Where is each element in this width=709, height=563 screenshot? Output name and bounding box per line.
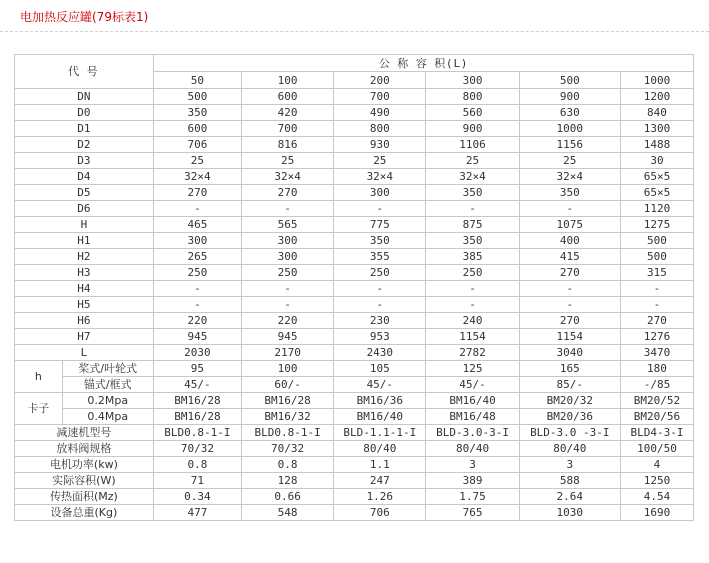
clamp-group-label: 卡子 (15, 393, 63, 425)
value-cell: 350 (153, 105, 241, 121)
table-row (15, 121, 694, 137)
table-row (15, 105, 694, 121)
value-cell: 220 (241, 313, 333, 329)
value-cell: 80/40 (426, 441, 519, 457)
value-cell: - (620, 281, 693, 297)
value-cell: 1106 (426, 137, 519, 153)
row-label: 传热面积(Mz) (15, 489, 154, 505)
value-cell: 71 (153, 473, 241, 489)
value-cell: BM20/36 (519, 409, 620, 425)
title-divider (0, 31, 709, 32)
value-cell: 32×4 (334, 169, 426, 185)
table-row (15, 489, 694, 505)
table-row (15, 89, 694, 105)
value-cell: 240 (426, 313, 519, 329)
value-cell: 1275 (620, 217, 693, 233)
value-cell: 180 (620, 361, 693, 377)
value-cell: 250 (334, 265, 426, 281)
value-cell: 25 (153, 153, 241, 169)
value-cell: 247 (334, 473, 426, 489)
value-cell: 560 (426, 105, 519, 121)
table-row (15, 457, 694, 473)
value-cell: 45/- (153, 377, 241, 393)
table-row (15, 313, 694, 329)
row-label: 设备总重(Kg) (15, 505, 154, 521)
value-cell: 105 (334, 361, 426, 377)
value-cell: 125 (426, 361, 519, 377)
value-cell: 945 (153, 329, 241, 345)
value-cell: 588 (519, 473, 620, 489)
value-cell: 700 (334, 89, 426, 105)
value-cell: 385 (426, 249, 519, 265)
spec-table-body (15, 55, 694, 521)
value-cell: 565 (241, 217, 333, 233)
value-cell: BM16/40 (334, 409, 426, 425)
value-cell: 1.26 (334, 489, 426, 505)
value-cell: 875 (426, 217, 519, 233)
value-cell: 1276 (620, 329, 693, 345)
value-cell: 250 (153, 265, 241, 281)
table-row (15, 201, 694, 217)
value-cell: 265 (153, 249, 241, 265)
value-cell: 230 (334, 313, 426, 329)
value-cell: 945 (241, 329, 333, 345)
row-label: D2 (15, 137, 154, 153)
value-cell: - (426, 297, 519, 313)
value-cell: BM20/52 (620, 393, 693, 409)
table-row (15, 473, 694, 489)
row-label: D1 (15, 121, 154, 137)
value-cell: 1300 (620, 121, 693, 137)
row-label: H4 (15, 281, 154, 297)
value-cell: 800 (426, 89, 519, 105)
value-cell: 0.8 (241, 457, 333, 473)
value-cell: 60/- (241, 377, 333, 393)
value-cell: BM20/32 (519, 393, 620, 409)
value-cell: 70/32 (241, 441, 333, 457)
value-cell: 220 (153, 313, 241, 329)
value-cell: 250 (426, 265, 519, 281)
value-cell: 420 (241, 105, 333, 121)
value-cell: 0.8 (153, 457, 241, 473)
value-cell: 840 (620, 105, 693, 121)
value-cell: - (334, 297, 426, 313)
value-cell: BM16/40 (426, 393, 519, 409)
value-cell: 4.54 (620, 489, 693, 505)
value-cell: 1075 (519, 217, 620, 233)
table-row (15, 393, 694, 409)
row-label: 减速机型号 (15, 425, 154, 441)
value-cell: 600 (153, 121, 241, 137)
table-row (15, 361, 694, 377)
table-row (15, 345, 694, 361)
value-cell: 350 (426, 233, 519, 249)
value-cell: 25 (426, 153, 519, 169)
value-cell: BM16/28 (241, 393, 333, 409)
value-cell: 2170 (241, 345, 333, 361)
value-cell: 350 (426, 185, 519, 201)
value-cell: BM16/36 (334, 393, 426, 409)
value-cell: BM16/48 (426, 409, 519, 425)
row-label: H7 (15, 329, 154, 345)
value-cell: 415 (519, 249, 620, 265)
value-cell: - (153, 297, 241, 313)
value-cell: - (426, 201, 519, 217)
value-cell: 80/40 (519, 441, 620, 457)
value-cell: 900 (426, 121, 519, 137)
value-cell: 270 (241, 185, 333, 201)
row-label: 0.4Mpa (62, 409, 153, 425)
value-cell: 400 (519, 233, 620, 249)
volume-header: 公 称 容 积(L) (153, 55, 693, 72)
value-cell: 300 (153, 233, 241, 249)
value-cell: BM16/28 (153, 393, 241, 409)
table-row (15, 409, 694, 425)
value-cell: 65×5 (620, 185, 693, 201)
row-label: L (15, 345, 154, 361)
value-cell: - (519, 281, 620, 297)
table-row (15, 233, 694, 249)
value-cell: - (519, 201, 620, 217)
table-row (15, 137, 694, 153)
value-cell: 270 (620, 313, 693, 329)
value-cell: 816 (241, 137, 333, 153)
value-cell: 1250 (620, 473, 693, 489)
value-cell: 500 (620, 249, 693, 265)
row-label: 0.2Mpa (62, 393, 153, 409)
value-cell: BM16/32 (241, 409, 333, 425)
row-label: H1 (15, 233, 154, 249)
value-cell: - (620, 297, 693, 313)
value-cell: 300 (241, 249, 333, 265)
value-cell: 350 (334, 233, 426, 249)
value-cell: 765 (426, 505, 519, 521)
value-cell: 900 (519, 89, 620, 105)
value-cell: BLD-1.1-1-I (334, 425, 426, 441)
value-cell: 1200 (620, 89, 693, 105)
value-cell: 1.75 (426, 489, 519, 505)
value-cell: 500 (620, 233, 693, 249)
value-cell: 25 (241, 153, 333, 169)
value-cell: 490 (334, 105, 426, 121)
value-cell: 600 (241, 89, 333, 105)
value-cell: 65×5 (620, 169, 693, 185)
value-cell: 128 (241, 473, 333, 489)
table-row (15, 425, 694, 441)
volume-cell: 50 (153, 72, 241, 89)
value-cell: BM16/28 (153, 409, 241, 425)
value-cell: - (241, 297, 333, 313)
value-cell: - (241, 201, 333, 217)
value-cell: 350 (519, 185, 620, 201)
value-cell: 270 (519, 265, 620, 281)
value-cell: 2030 (153, 345, 241, 361)
row-label: DN (15, 89, 154, 105)
value-cell: - (426, 281, 519, 297)
table-row (15, 249, 694, 265)
table-row (15, 169, 694, 185)
value-cell: 3 (519, 457, 620, 473)
page-title: 电加热反应罐(79标表1) (20, 10, 149, 24)
table-row (15, 505, 694, 521)
row-label: D3 (15, 153, 154, 169)
value-cell: 1156 (519, 137, 620, 153)
code-header: 代 号 (15, 55, 154, 89)
header-row (15, 55, 694, 72)
value-cell: 250 (241, 265, 333, 281)
row-label: H2 (15, 249, 154, 265)
value-cell: 775 (334, 217, 426, 233)
value-cell: 300 (334, 185, 426, 201)
value-cell: 0.34 (153, 489, 241, 505)
value-cell: 355 (334, 249, 426, 265)
volume-cell: 200 (334, 72, 426, 89)
value-cell: 4 (620, 457, 693, 473)
value-cell: BLD0.8-1-I (241, 425, 333, 441)
row-label: H5 (15, 297, 154, 313)
value-cell: 548 (241, 505, 333, 521)
value-cell: 706 (153, 137, 241, 153)
value-cell: 1000 (519, 121, 620, 137)
value-cell: 3040 (519, 345, 620, 361)
value-cell: 500 (153, 89, 241, 105)
value-cell: 80/40 (334, 441, 426, 457)
value-cell: 25 (334, 153, 426, 169)
value-cell: - (334, 201, 426, 217)
value-cell: 477 (153, 505, 241, 521)
value-cell: 953 (334, 329, 426, 345)
table-row (15, 441, 694, 457)
value-cell: 2782 (426, 345, 519, 361)
value-cell: - (334, 281, 426, 297)
row-label: D6 (15, 201, 154, 217)
table-row (15, 281, 694, 297)
value-cell: 700 (241, 121, 333, 137)
value-cell: 165 (519, 361, 620, 377)
row-label: D4 (15, 169, 154, 185)
value-cell: 465 (153, 217, 241, 233)
value-cell: 32×4 (519, 169, 620, 185)
value-cell: 1488 (620, 137, 693, 153)
table-row (15, 217, 694, 233)
row-label: H (15, 217, 154, 233)
value-cell: 930 (334, 137, 426, 153)
value-cell: 85/- (519, 377, 620, 393)
table-row (15, 377, 694, 393)
value-cell: - (241, 281, 333, 297)
value-cell: 70/32 (153, 441, 241, 457)
row-label: H6 (15, 313, 154, 329)
value-cell: 270 (153, 185, 241, 201)
value-cell: 706 (334, 505, 426, 521)
value-cell: 1030 (519, 505, 620, 521)
value-cell: 800 (334, 121, 426, 137)
value-cell: BLD0.8-1-I (153, 425, 241, 441)
h-group-label: h (15, 361, 63, 393)
volume-cell: 300 (426, 72, 519, 89)
value-cell: 25 (519, 153, 620, 169)
value-cell: 100/50 (620, 441, 693, 457)
row-label: 实际容积(W) (15, 473, 154, 489)
value-cell: 1690 (620, 505, 693, 521)
value-cell: 45/- (334, 377, 426, 393)
row-label: D0 (15, 105, 154, 121)
row-label: D5 (15, 185, 154, 201)
value-cell: 1120 (620, 201, 693, 217)
value-cell: 1154 (519, 329, 620, 345)
value-cell: 3 (426, 457, 519, 473)
value-cell: 32×4 (426, 169, 519, 185)
value-cell: 315 (620, 265, 693, 281)
value-cell: BLD-3.0 -3-I (519, 425, 620, 441)
row-label: 锚式/框式 (62, 377, 153, 393)
row-label: H3 (15, 265, 154, 281)
spec-table (14, 54, 694, 521)
value-cell: 2430 (334, 345, 426, 361)
value-cell: 630 (519, 105, 620, 121)
value-cell: 1154 (426, 329, 519, 345)
value-cell: - (153, 201, 241, 217)
value-cell: 100 (241, 361, 333, 377)
value-cell: 270 (519, 313, 620, 329)
table-row (15, 185, 694, 201)
table-row (15, 329, 694, 345)
value-cell: 2.64 (519, 489, 620, 505)
value-cell: 300 (241, 233, 333, 249)
value-cell: 30 (620, 153, 693, 169)
volume-cell: 500 (519, 72, 620, 89)
value-cell: 95 (153, 361, 241, 377)
value-cell: 389 (426, 473, 519, 489)
value-cell: 32×4 (241, 169, 333, 185)
row-label: 放料阀规格 (15, 441, 154, 457)
table-row (15, 265, 694, 281)
value-cell: -/85 (620, 377, 693, 393)
value-cell: BLD4-3-I (620, 425, 693, 441)
value-cell: 0.66 (241, 489, 333, 505)
value-cell: BM20/56 (620, 409, 693, 425)
row-label: 电机功率(kw) (15, 457, 154, 473)
volume-cell: 1000 (620, 72, 693, 89)
value-cell: - (153, 281, 241, 297)
volume-cell: 100 (241, 72, 333, 89)
value-cell: 3470 (620, 345, 693, 361)
value-cell: - (519, 297, 620, 313)
table-row (15, 297, 694, 313)
table-row (15, 153, 694, 169)
value-cell: 45/- (426, 377, 519, 393)
row-label: 桨式/叶轮式 (62, 361, 153, 377)
value-cell: 1.1 (334, 457, 426, 473)
value-cell: BLD-3.0-3-I (426, 425, 519, 441)
value-cell: 32×4 (153, 169, 241, 185)
